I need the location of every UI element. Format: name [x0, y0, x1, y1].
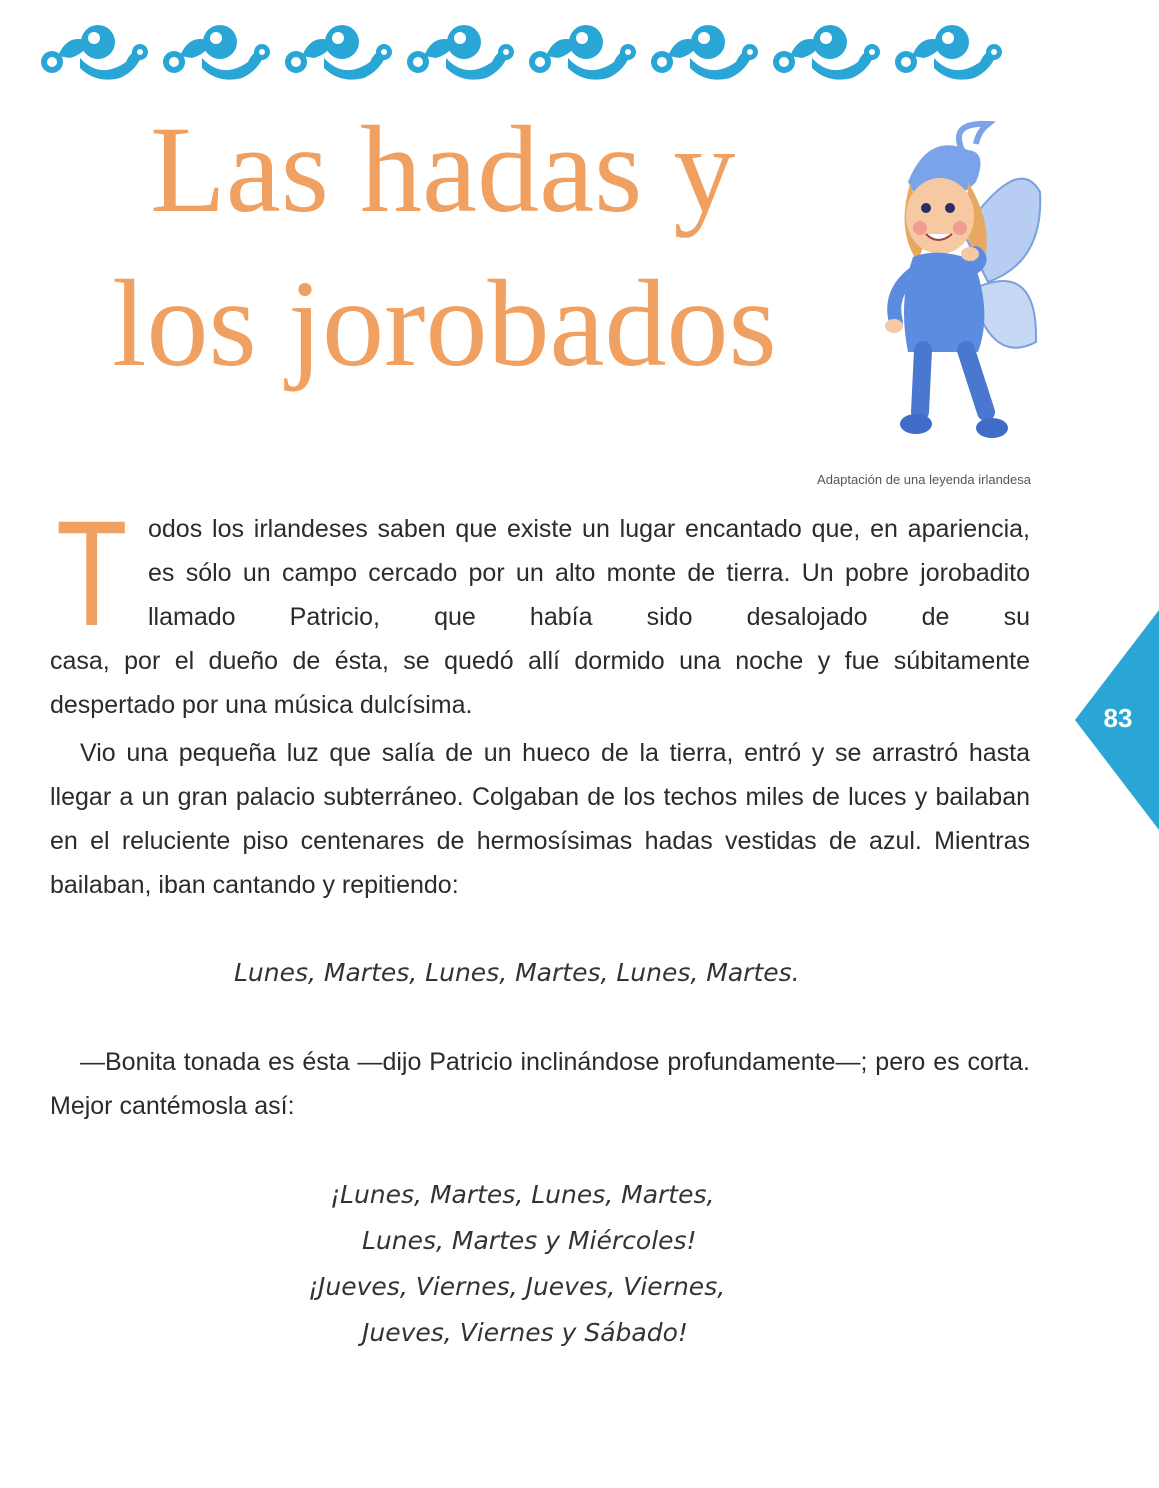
verse-line: ¡Jueves, Viernes, Jueves, Viernes,	[308, 1272, 726, 1301]
paragraph-3: —Bonita tonada es ésta —dijo Patricio inclinándose profundamente—; pero es corta. Mejor cantémosla así:	[50, 1048, 1030, 1120]
song-verse	[300, 1172, 725, 1356]
verse-line: ¡Lunes, Martes, Lunes, Martes,	[330, 1180, 715, 1209]
verse-line: Lunes, Martes y Miércoles!	[362, 1226, 697, 1255]
verse-line: Jueves, Viernes y Sábado!	[362, 1318, 688, 1347]
page-number: 83	[1103, 703, 1133, 733]
paragraph-2: Vio una pequeña luz que salía de un hueco de la tierra, entró y se arrastró hasta llegar a un gran palacio subterráneo. Colgaban de los techos miles de luces y bailaban en el reluciente piso centenares de hermosísimas hadas vestidas de azul. Mientras bailaban, iban cantando y repitiendo:	[50, 739, 1030, 899]
title-line-1: Las hadas y	[150, 101, 736, 238]
fairy-chant: Lunes, Martes, Lunes, Martes, Lunes, Martes.	[234, 958, 800, 987]
fairy-illustration	[868, 112, 1050, 464]
source-caption: Adaptación de una leyenda irlandesa	[817, 472, 1031, 487]
paragraph-1-opening: odos los irlandeses saben que existe un lugar encantado que, en apariencia, es sólo un campo cercado por un alto monte de tierra. Un pobre jorobadito llamado Patricio, que había sido desalojado de su	[148, 515, 1030, 631]
title-line-2: los jorobados	[112, 255, 777, 392]
decorative-border	[40, 18, 1040, 88]
drop-cap: T	[56, 489, 128, 657]
paragraph-1-continued: casa, por el dueño de ésta, se quedó allí dormido una noche y fue súbitamente despertado por una música dulcísima.	[50, 647, 1030, 719]
